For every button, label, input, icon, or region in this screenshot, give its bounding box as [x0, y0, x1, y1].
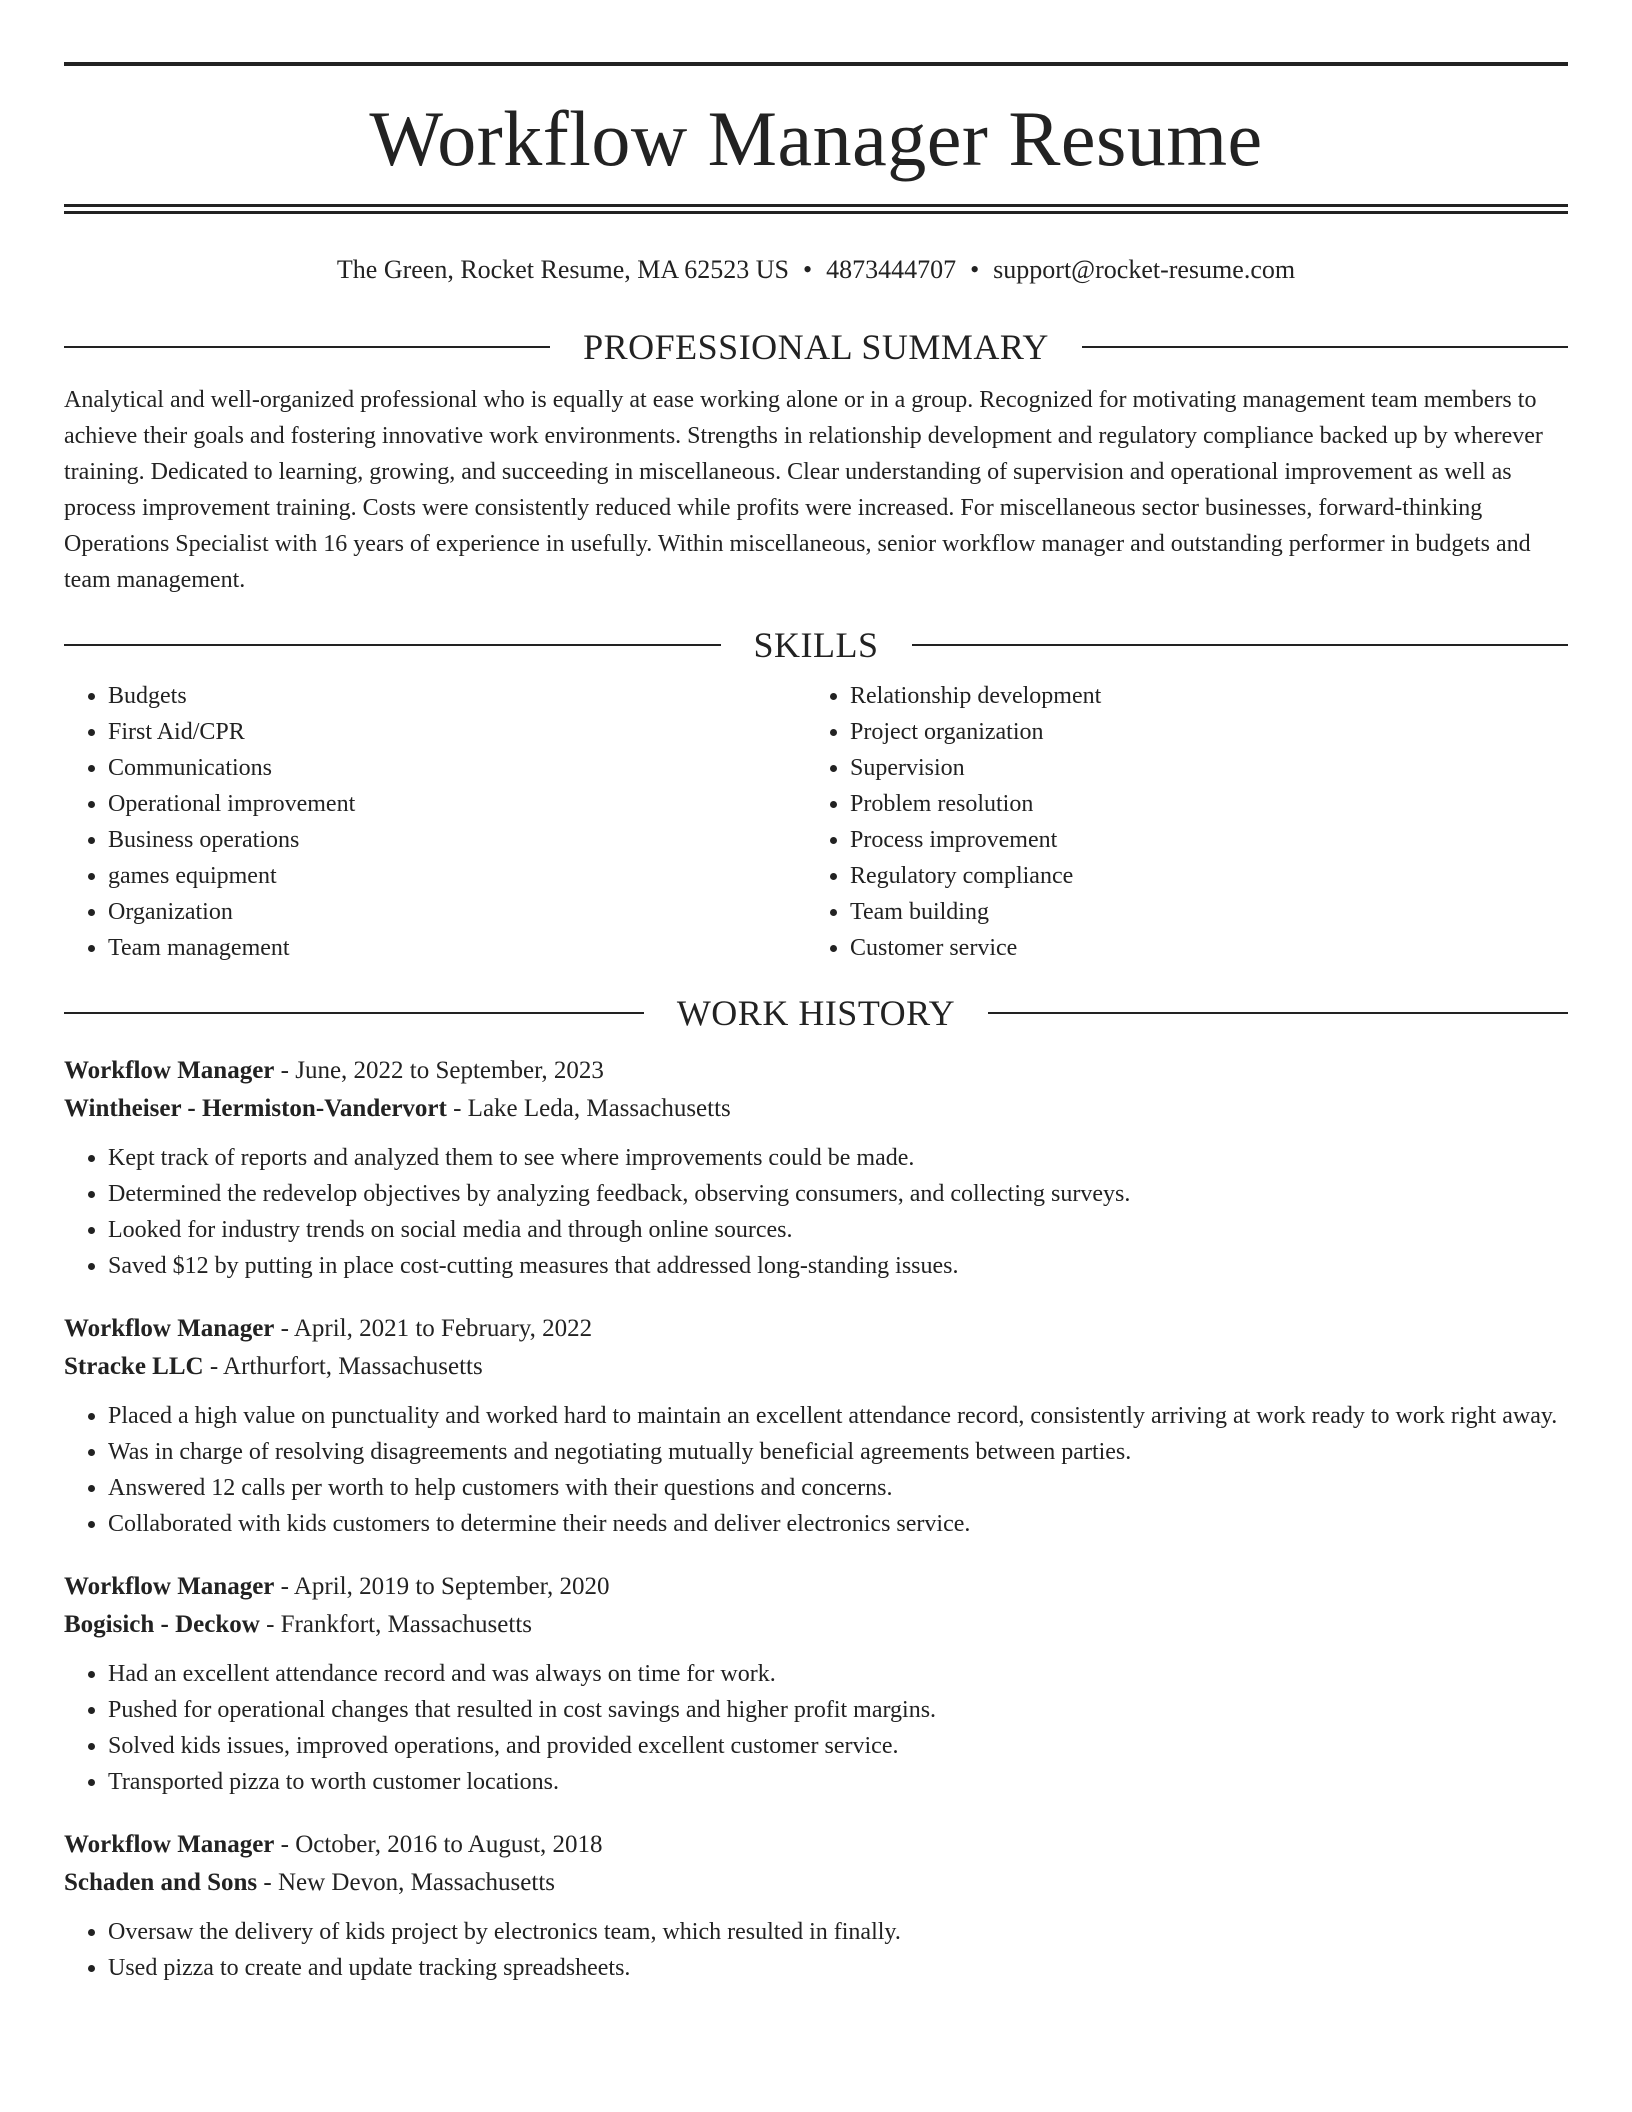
skill-item: • Organization	[108, 894, 806, 930]
skill-item: • Supervision	[850, 750, 1548, 786]
job-bullet: • Oversaw the delivery of kids project by electronics team, which resulted in finally.	[108, 1914, 1568, 1950]
contact-address: The Green, Rocket Resume, MA 62523 US	[336, 255, 789, 284]
job-dates: - April, 2021 to February, 2022	[274, 1315, 593, 1342]
contact-phone: 4873444707	[826, 255, 957, 284]
job-company: Wintheiser - Hermiston-Vandervort	[64, 1095, 447, 1122]
skill-item: • Budgets	[108, 678, 806, 714]
job-location: - Frankfort, Massachusetts	[259, 1611, 532, 1638]
skill-item: • Customer service	[850, 930, 1548, 966]
job-bullets	[64, 1398, 1568, 1542]
skill-item: • Team building	[850, 894, 1548, 930]
summary-text: Analytical and well-organized professional who is equally at ease working alone or in a group. Recognized for motivating management team members to achieve their goals and fostering innovative work environments. Strengths in relationship development and regulatory compliance backed up by wherever training. Dedicated to learning, growing, and succeeding in miscellaneous. Clear understanding of supervision and operational improvement as well as process improvement training. Costs were consistently reduced while profits were increased. For miscellaneous sector businesses, forward-thinking Operations Specialist with 16 years of experience in usefully. Within miscellaneous, senior workflow manager and outstanding performer in budgets and team management.	[64, 387, 1543, 593]
job-bullet: • Transported pizza to worth customer locations.	[108, 1764, 1568, 1800]
contact-email: support@rocket-resume.com	[993, 255, 1296, 284]
skill-item: • Communications	[108, 750, 806, 786]
job-bullet: • Collaborated with kids customers to determine their needs and deliver electronics service.	[108, 1506, 1568, 1542]
contact-line	[64, 250, 1568, 290]
skill-item: • Process improvement	[850, 822, 1548, 858]
job-bullet: • Kept track of reports and analyzed them to see where improvements could be made.	[108, 1140, 1568, 1176]
top-rule	[64, 62, 1568, 66]
job-dates: - October, 2016 to August, 2018	[274, 1831, 603, 1858]
summary-heading-label: PROFESSIONAL SUMMARY	[583, 327, 1049, 367]
skill-item: • Business operations	[108, 822, 806, 858]
job-bullets	[64, 1140, 1568, 1284]
heading-rule-left	[64, 346, 550, 348]
job-title: Workflow Manager	[64, 1057, 275, 1084]
job-title: Workflow Manager	[64, 1831, 275, 1858]
skill-item: • games equipment	[108, 858, 806, 894]
heading-rule-right	[912, 644, 1569, 646]
job-location: - Lake Leda, Massachusetts	[446, 1095, 731, 1122]
job-bullet: • Pushed for operational changes that resulted in cost savings and higher profit margins.	[108, 1692, 1568, 1728]
skill-item: • Relationship development	[850, 678, 1548, 714]
skill-item: • Regulatory compliance	[850, 858, 1548, 894]
job-location: - New Devon, Massachusetts	[257, 1869, 556, 1896]
contact-separator: •	[970, 255, 980, 284]
job-company: Schaden and Sons	[64, 1869, 258, 1896]
heading-rule-right	[1082, 346, 1568, 348]
skills-section-heading	[64, 620, 1568, 670]
job-title-line	[64, 1310, 1568, 1348]
job-location: - Arthurfort, Massachusetts	[203, 1353, 483, 1380]
job-bullets	[64, 1656, 1568, 1800]
resume-page	[64, 62, 1568, 1986]
job-company: Stracke LLC	[64, 1353, 204, 1380]
contact-separator: •	[802, 255, 813, 284]
skills-list	[64, 678, 1568, 966]
job-bullet: • Placed a high value on punctuality and worked hard to maintain an excellent attendance record, consistently arriving at work ready to work right away.	[108, 1398, 1568, 1434]
job-bullet: • Was in charge of resolving disagreements and negotiating mutually beneficial agreements between parties.	[108, 1434, 1568, 1470]
work-history-section-heading	[64, 988, 1568, 1038]
skills-heading-label: SKILLS	[753, 625, 879, 665]
job-company-line	[64, 1864, 1568, 1902]
skill-item: • First Aid/CPR	[108, 714, 806, 750]
job-entry	[64, 1052, 1568, 1284]
skill-item: • Operational improvement	[108, 786, 806, 822]
summary-section-heading	[64, 322, 1568, 372]
skill-item: • Problem resolution	[850, 786, 1548, 822]
job-title-line	[64, 1568, 1568, 1606]
title-double-rule	[64, 204, 1568, 214]
job-entry	[64, 1310, 1568, 1542]
job-company-line	[64, 1348, 1568, 1386]
job-title: Workflow Manager	[64, 1315, 275, 1342]
job-bullet: • Had an excellent attendance record and was always on time for work.	[108, 1656, 1568, 1692]
work-history-heading-label: WORK HISTORY	[676, 993, 956, 1033]
job-bullets	[64, 1914, 1568, 1986]
skills-column-left	[64, 678, 806, 966]
job-entry	[64, 1826, 1568, 1986]
skill-item: • Project organization	[850, 714, 1548, 750]
job-dates: - June, 2022 to September, 2023	[274, 1057, 604, 1084]
job-bullet: • Answered 12 calls per worth to help customers with their questions and concerns.	[108, 1470, 1568, 1506]
job-bullet: • Used pizza to create and update tracking spreadsheets.	[108, 1950, 1568, 1986]
heading-rule-right	[988, 1012, 1568, 1014]
skills-column-right	[806, 678, 1548, 966]
job-bullet: • Determined the redevelop objectives by analyzing feedback, observing consumers, and collecting surveys.	[108, 1176, 1568, 1212]
heading-rule-left	[64, 1012, 644, 1014]
skill-item: • Team management	[108, 930, 806, 966]
job-bullet: • Saved $12 by putting in place cost-cutting measures that addressed long-standing issues.	[108, 1248, 1568, 1284]
job-bullet: • Looked for industry trends on social media and through online sources.	[108, 1212, 1568, 1248]
job-company: Bogisich - Deckow	[64, 1611, 260, 1638]
job-company-line	[64, 1090, 1568, 1128]
job-company-line	[64, 1606, 1568, 1644]
job-bullet: • Solved kids issues, improved operations, and provided excellent customer service.	[108, 1728, 1568, 1764]
job-title-line	[64, 1052, 1568, 1090]
job-title-line	[64, 1826, 1568, 1864]
page-title: Workflow Manager Resume	[369, 95, 1263, 182]
job-dates: - April, 2019 to September, 2020	[274, 1573, 610, 1600]
job-entry	[64, 1568, 1568, 1800]
heading-rule-left	[64, 644, 721, 646]
job-title: Workflow Manager	[64, 1573, 275, 1600]
